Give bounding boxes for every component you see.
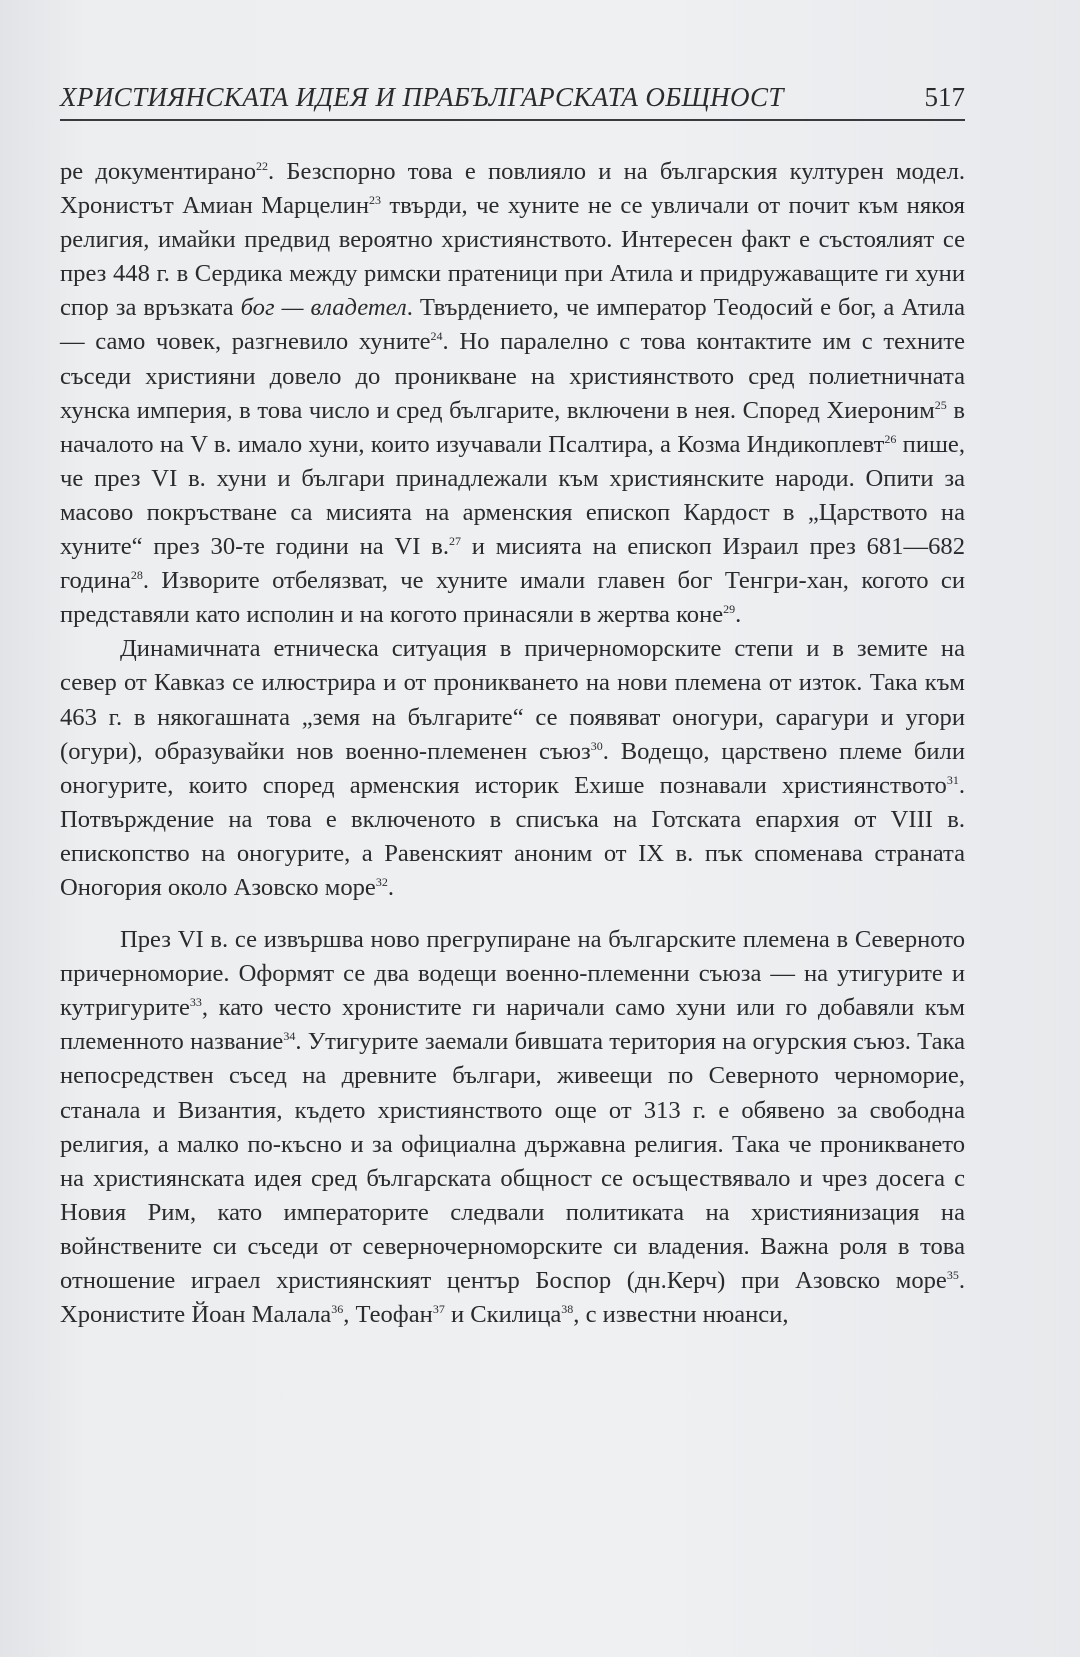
paragraph-2 bbox=[60, 632, 965, 905]
text-run: и мисията на епископ Израил през 681—682 година bbox=[60, 533, 965, 595]
text-run: . Утигурите заемали бившата територия на огурския съюз. Така непосредствен съсед на древните българи, живеещи по Северното черноморие, станала и Византия, където християнството още от 313 г. е обявено за свободна религия, а малко по-късно и за официална държавна религия. Така че проникването на християнската идея сред българската общност се осъществявало и чрез досега с Новия Рим, като императорите следвали политиката на християнизация на войнствените си съседи от северночерноморските си владения. Важна роля в това отношение играел християнският център Боспор (дн.Керч) при Азовско море bbox=[60, 1028, 965, 1294]
text-run: пише, че през VI в. хуни и българи принадлежали към християнските народи. Опити за масово покръстване са мисията на арменския епископ Кардост в „Царството на хуните“ през 30-те години на VI в. bbox=[60, 430, 965, 561]
footnote-ref: 32 bbox=[375, 874, 388, 889]
text-run: . bbox=[387, 873, 394, 901]
paragraph-3 bbox=[60, 923, 965, 1332]
text-run: ре документирано bbox=[60, 158, 257, 185]
text-run: , Теофан bbox=[343, 1301, 433, 1329]
text-run: . Безспорно това е повлияло и на българския културен модел. Хронистът Амиан Марцелин bbox=[60, 158, 965, 220]
footnote-ref: 35 bbox=[946, 1268, 959, 1282]
footnote-ref: 27 bbox=[448, 534, 461, 549]
text-run: Динамичната етническа ситуация в причерноморските степи и в земите на север от Кавказ се илюстрира и от проникването на нови племена от изток. Така към 463 г. в някогашната „земя на българите“ се появяват оногури, сарагури и угори (огури), образувайки нов военно-племенен съюз bbox=[60, 635, 965, 765]
running-header bbox=[60, 82, 965, 121]
text-run: . bbox=[735, 601, 742, 629]
footnote-ref: 37 bbox=[432, 1302, 445, 1317]
text-run: . Хронистите Йоан Малала bbox=[60, 1267, 965, 1329]
footnote-ref: 34 bbox=[283, 1029, 296, 1044]
text-run: , с известни нюанси, bbox=[573, 1301, 789, 1329]
text-run: През VI в. се извършва ново прегрупиране на българските племена в Северното причерноморие. Оформят се два водещи военно-племенни съюза — на утигурите и кутригурите bbox=[60, 926, 965, 1022]
footnote-ref: 26 bbox=[884, 431, 897, 446]
text-run: , като често хронистите ги наричали само хуни или го добавяли към племенното название bbox=[60, 994, 965, 1056]
text-run: . Изворите отбелязват, че хуните имали главен бог Тенгри-хан, когото си представяли като исполин и на когото принасяли в жертва коне bbox=[60, 567, 965, 629]
chapter-title: ХРИСТИЯНСКАТА ИДЕЯ И ПРАБЪЛГАРСКАТА ОБЩНОСТ bbox=[60, 82, 784, 112]
footnote-ref: 38 bbox=[561, 1302, 574, 1317]
text-run: . Твърдението, че император Теодосий е бог, а Атила — само човек, разгневило хуните bbox=[60, 294, 965, 356]
footnote-ref: 30 bbox=[590, 738, 603, 753]
body-text bbox=[60, 155, 965, 1332]
footnote-ref: 31 bbox=[946, 772, 959, 787]
text-run: твърди, че хуните не се увличали от почит към някоя религия, имайки предвид вероятно християнството. Интересен факт е състоялият се през 448 г. в Сердика между римски пратеници при Атила и придружаващите ги хуни спор за връзката bbox=[60, 192, 965, 322]
footnote-ref: 25 bbox=[934, 397, 947, 412]
page-number: 517 bbox=[924, 82, 965, 112]
footnote-ref: 33 bbox=[189, 995, 202, 1010]
footnote-ref: 28 bbox=[130, 568, 143, 583]
text-run: и Скилица bbox=[444, 1301, 562, 1329]
text-run: . Водещо, царствено племе били оногурите, които според арменския историк Ехише познавали християнството bbox=[60, 737, 965, 799]
italic-term: бог — владетел bbox=[240, 294, 407, 322]
footnote-ref: 22 bbox=[256, 159, 269, 173]
text-run: . Но паралелно с това контактите им с техните съседи християни довело до проникване на християнството сред полиетничната хунска империя, в това число и сред българите, включени в нея. Според Хиероним bbox=[60, 328, 966, 424]
footnote-ref: 23 bbox=[368, 193, 381, 208]
footnote-ref: 36 bbox=[331, 1302, 344, 1317]
text-run: . Потвърждение на това е включеното в списъка на Готската епархия от VIII в. епископство на оногурите, а Равенският аноним от IX в. пък споменава страната Оногория около Азовско море bbox=[60, 771, 965, 901]
footnote-ref: 29 bbox=[723, 602, 736, 617]
footnote-ref: 24 bbox=[430, 329, 443, 344]
paragraph-1 bbox=[60, 155, 965, 632]
text-run: в началото на V в. имало хуни, които изучавали Псалтира, а Козма Индикоплевт bbox=[60, 396, 965, 458]
